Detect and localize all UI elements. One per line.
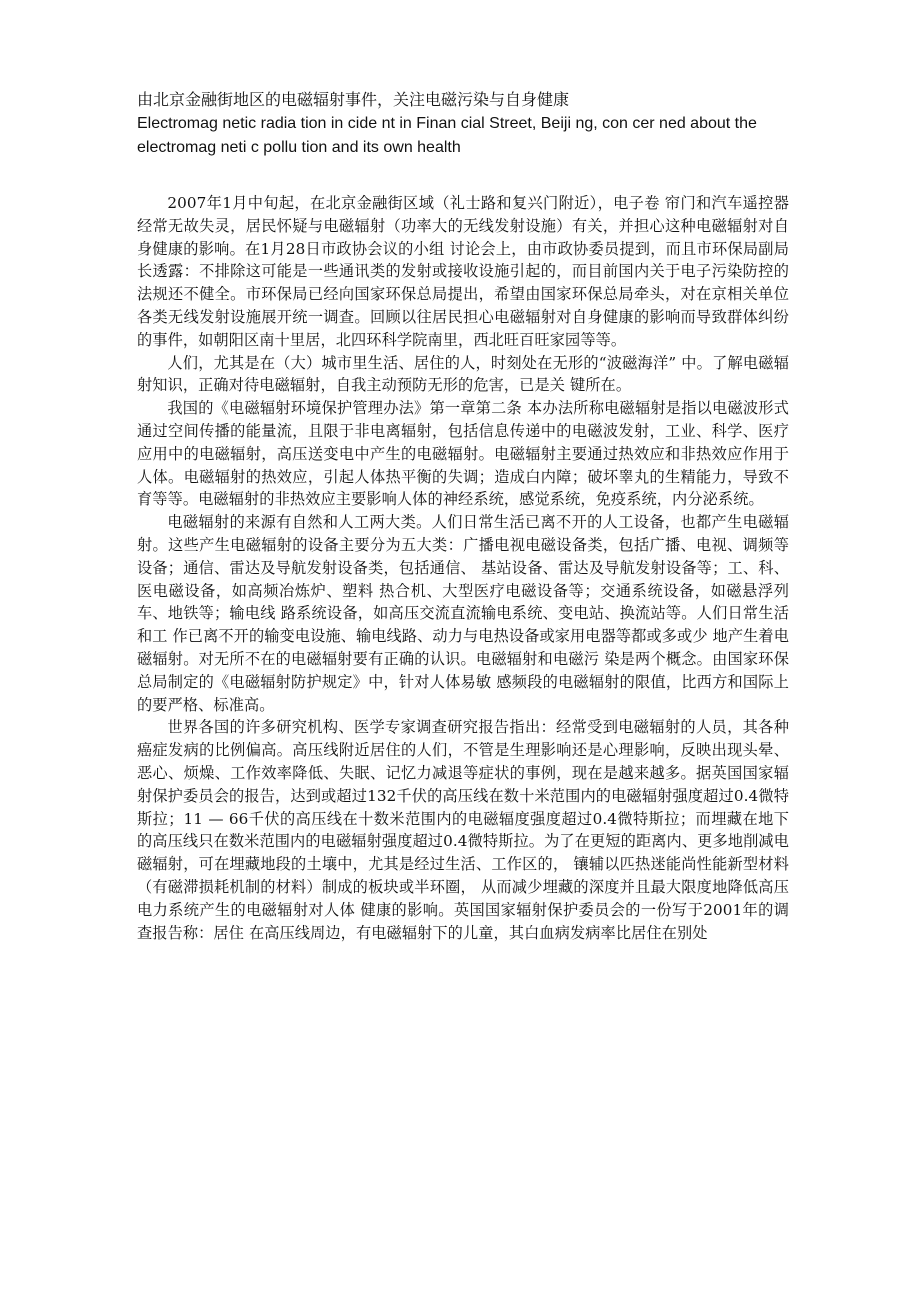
paragraph: 世界各国的许多研究机构、医学专家调查研究报告指出：经常受到电磁辐射的人员，其各种癌症发病的比例偏高。高压线附近居住的人们，不管是生理影响还是心理影响，反映出现头晕、恶心、烦燥、工作效率降低、失眠、记忆力减退等症状的事例，现在是越来越多。据英国国家辐射保护委员会的报告，达到或超过132千伏的高压线在数十米范围内的电磁辐射强度超过0.4微特斯拉；11 — 66千伏的高压线在十数米范围内的电磁辐度强度超过0.4微特斯拉；而埋藏在地下的高压线只在数米范围内的电磁辐射强度超过0.4微特斯拉。为了在更短的距离内、更多地削减电磁辐射，可在埋藏地段的土壤中，尤其是经过生活、工作区的， 镶辅以匹热迷能尚性能新型材料（有磁滞损耗机制的材料）制成的板块或半环圈， 从而减少埋藏的深度并且最大限度地降低高压电力系统产生的电磁辐射对人体 健康的影响。英国国家辐射保护委员会的一份写于2001年的调查报告称：居住 在高压线周边，有电磁辐射下的儿童，其白血病发病率比居住在别处	[137, 718, 789, 942]
paragraph: 人们，尤其是在（大）城市里生活、居住的人，时刻处在无形的“波磁海洋” 中。了解电磁辐射知识，正确对待电磁辐射，自我主动预防无形的危害，已是关 键所在。	[137, 353, 789, 395]
paragraph: 我国的《电磁辐射环境保护管理办法》第一章第二条 本办法所称电磁辐射是指以电磁波形式通过空间传播的能量流，且限于非电离辐射，包括信息传递中的电磁波发射，工业、科学、医疗应用中的电磁辐射，高压送变电中产生的电磁辐射。电磁辐射主要通过热效应和非热效应作用于人体。电磁辐射的热效应，引起人体热平衡的失调；造成白内障；破坏睾丸的生精能力，导致不育等等。电磁辐射的非热效应主要影响人体的神经系统，感觉系统，免疫系统，内分泌系统。	[137, 399, 789, 509]
title-chinese: 由北京金融街地区的电磁辐射事件，关注电磁污染与自身健康	[137, 90, 570, 109]
paragraph: 电磁辐射的来源有自然和人工两大类。人们日常生活已离不开的人工设备，也都产生电磁辐射。这些产生电磁辐射的设备主要分为五大类：广播电视电磁设备类，包括广播、电视、调频等设备；通信、雷达及导航发射设备类，包括通信、 基站设备、雷达及导航发射设备等；工、科、医电磁设备，如高频冶炼炉、塑料 热合机、大型医疗电磁设备等；交通系统设备，如磁悬浮列车、地铁等；输电线 路系统设备，如高压交流直流输电系统、变电站、换流站等。人们日常生活和工 作已离不开的输变电设施、输电线路、动力与电热设备或家用电器等都或多或少 地产生着电磁辐射。对无所不在的电磁辐射要有正确的认识。电磁辐射和电磁污 染是两个概念。由国家环保总局制定的《电磁辐射防护规定》中，针对人体易敏 感频段的电磁辐射的限值，比西方和国际上的要严格、标准高。	[137, 513, 789, 714]
document-body	[137, 192, 789, 944]
document-page	[137, 88, 789, 944]
title-english: Electromag netic radia tion in cide nt in Finan cial Street, Beiji ng, con cer ned about the electromag neti c pollu tion and its own health	[137, 115, 757, 156]
paragraph: 2007年1月中旬起，在北京金融街区域（礼士路和复兴门附近），电子卷 帘门和汽车遥控器经常无故失灵，居民怀疑与电磁辐射（功率大的无线发射设施）有关，并担心这种电磁辐射对自身健康的影响。在1月28日市政协会议的小组 讨论会上，由市政协委员提到，而且市环保局副局长透露：不排除这可能是一些通讯类的发射或接收设施引起的，而目前国内关于电子污染防控的法规还不健全。市环保局已经向国家环保总局提出，希望由国家环保总局牵头，对在京相关单位各类无线发射设施展开统一调查。回顾以往居民担心电磁辐射对自身健康的影响而导致群体纠纷的事件，如朝阳区南十里居，北四环科学院南里，西北旺百旺家园等等。	[137, 194, 789, 349]
